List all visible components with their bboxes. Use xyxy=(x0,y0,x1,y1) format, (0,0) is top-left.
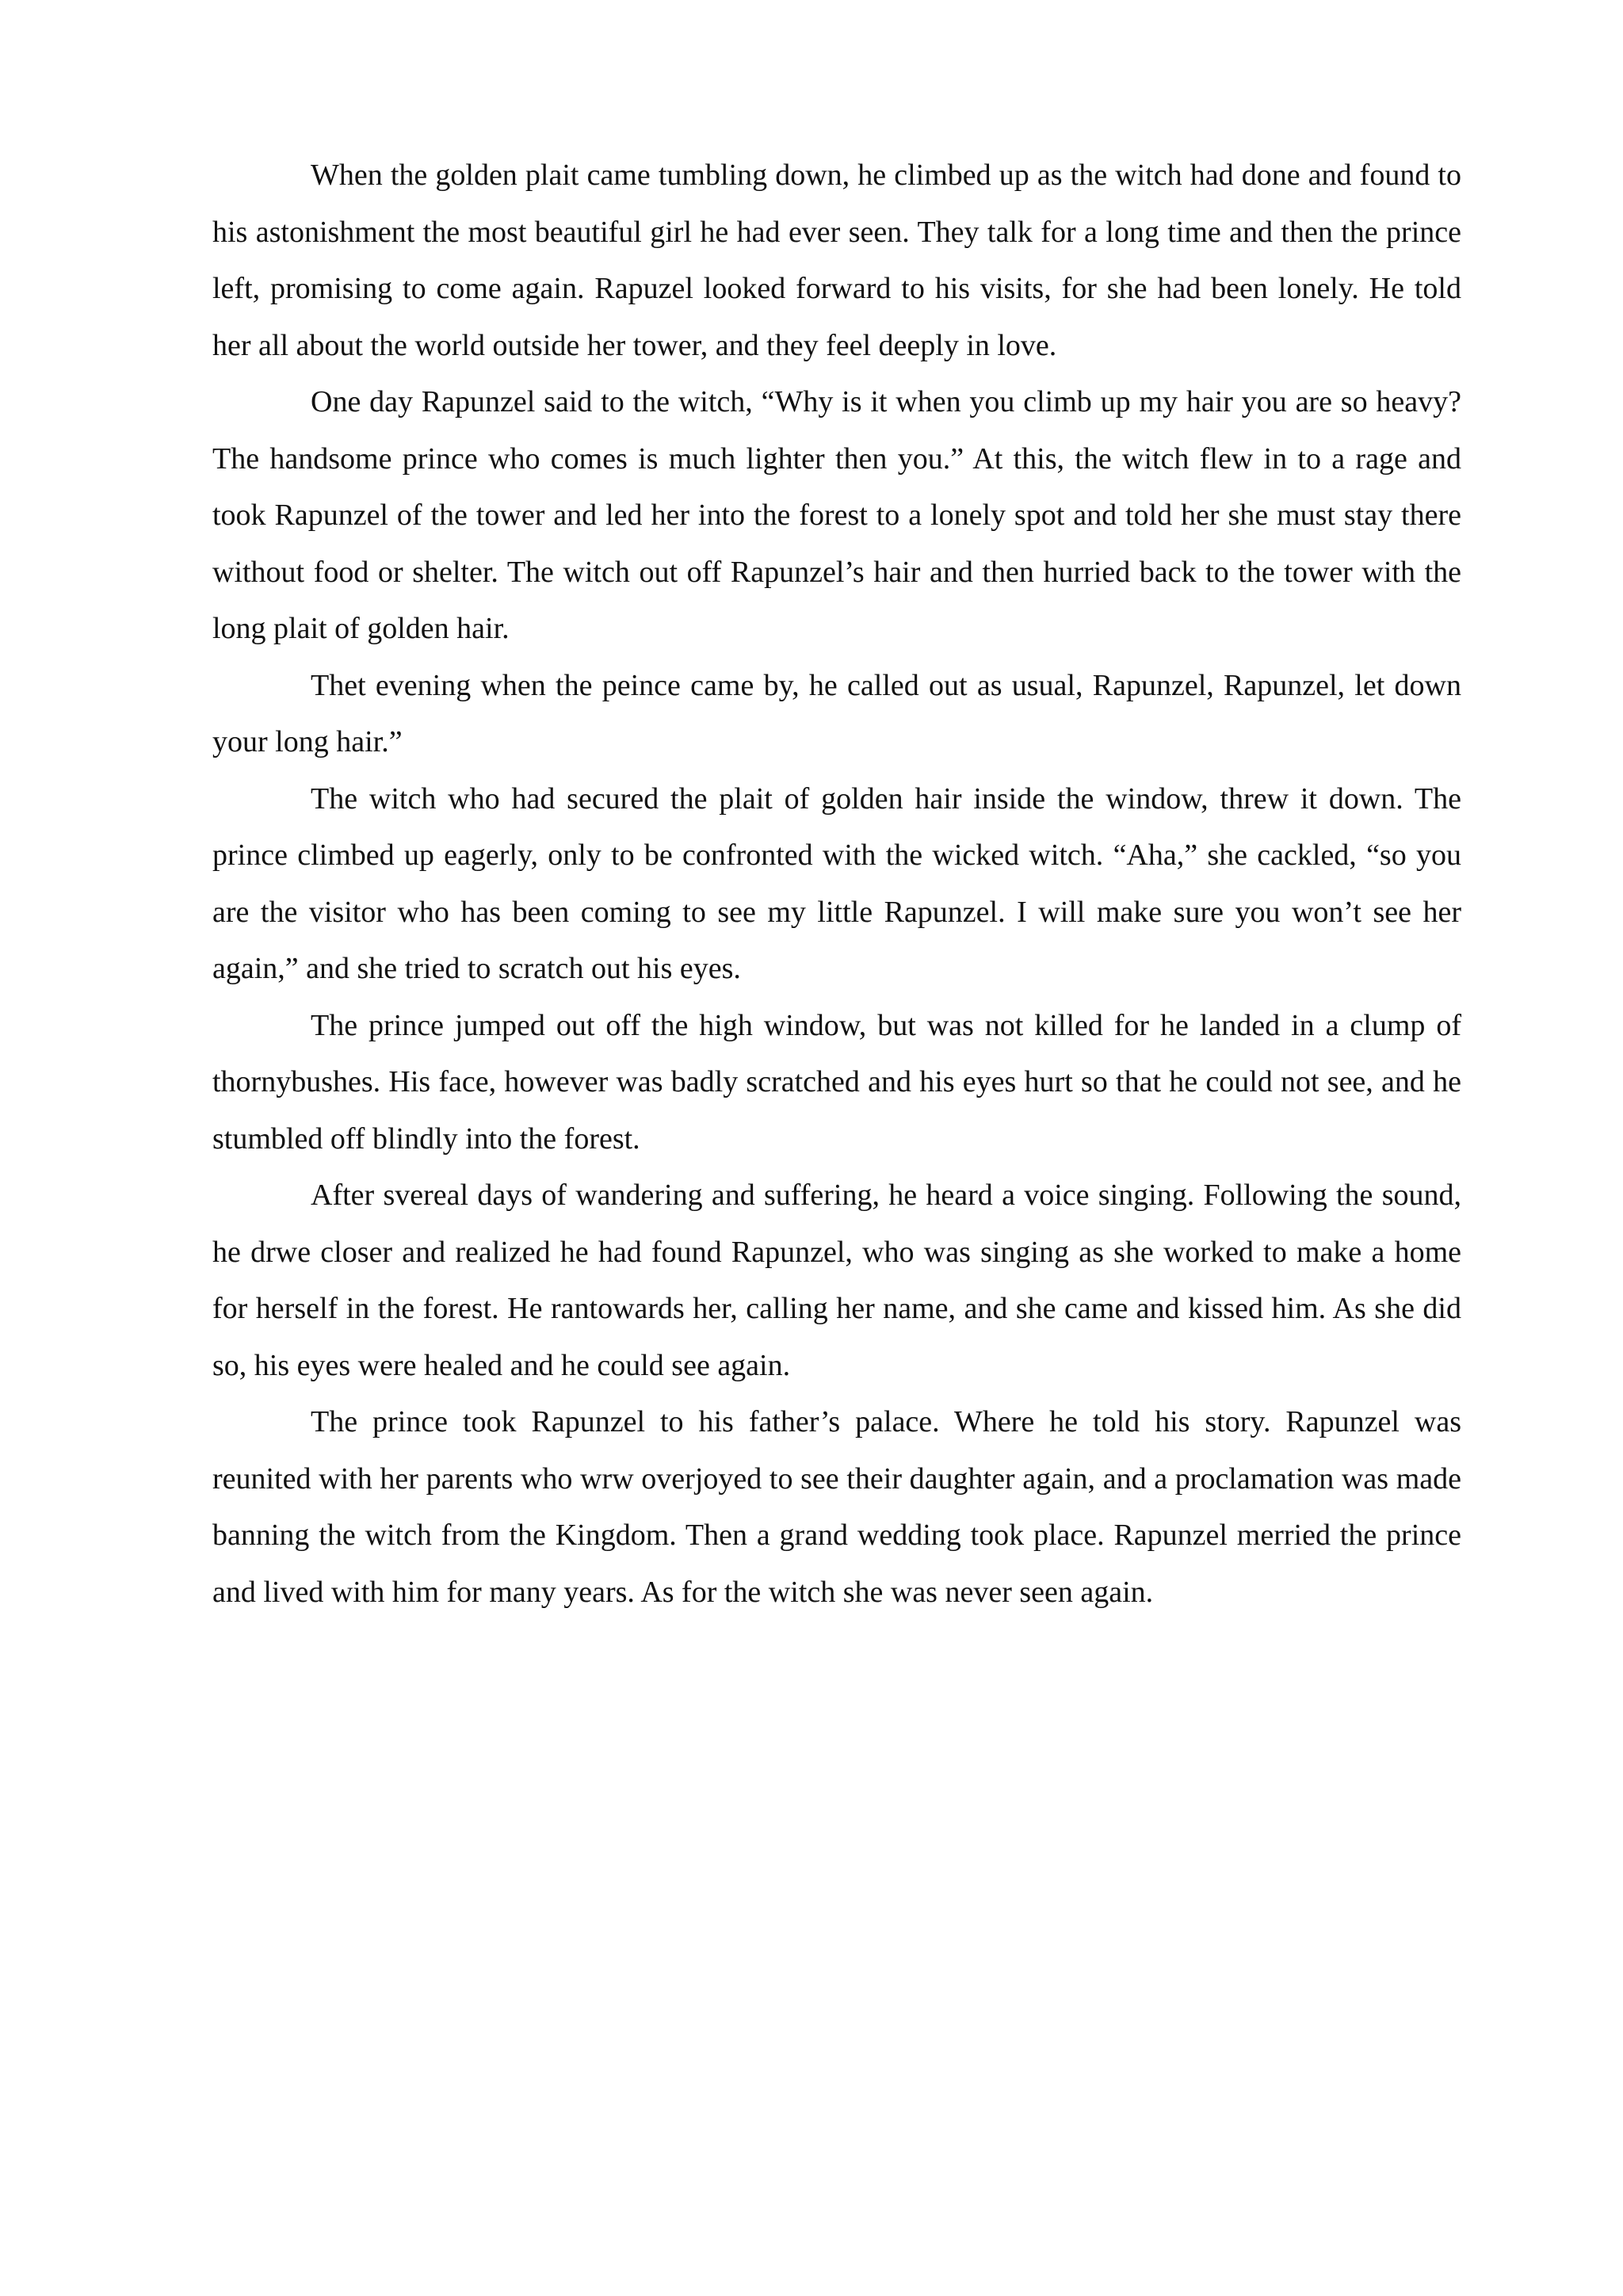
paragraph-5: The prince jumped out off the high window, but was not killed for he landed in a clump of thornybushes. His face, however was badly scratched and his eyes hurt so that he could not see, and he stumbled off blindly into the forest. xyxy=(212,1008,1461,1156)
paragraph-3: Thet evening when the peince came by, he called out as usual, Rapunzel, Rapunzel, let down your long hair.” xyxy=(212,668,1461,758)
paragraph-1: When the golden plait came tumbling down, he climbed up as the witch had done and found to his astonishment the most beautiful girl he had ever seen. They talk for a long time and then the prince left, promising to come again. Rapuzel looked forward to his visits, for she had been lonely. He told her all about the world outside her tower, and they feel deeply in love. xyxy=(212,159,1461,362)
story-text xyxy=(212,147,1461,1621)
paragraph-2: One day Rapunzel said to the witch, “Why is it when you climb up my hair you are so heavy? The handsome prince who comes is much lighter then you.” At this, the witch flew in to a rage and took Rapunzel of the tower and led her into the forest to a lonely spot and told her she must stay there without food or shelter. The witch out off Rapunzel’s hair and then hurried back to the tower with the long plait of golden hair. xyxy=(212,385,1461,645)
paragraph-7: The prince took Rapunzel to his father’s palace. Where he told his story. Rapunzel was reunited with her parents who wrw overjoyed to see their daughter again, and a proclamation was made banning the witch from the Kingdom. Then a grand wedding took place. Rapunzel merried the prince and lived with him for many years. As for the witch she was never seen again. xyxy=(212,1405,1461,1609)
paragraph-4: The witch who had secured the plait of golden hair inside the window, threw it down. The prince climbed up eagerly, only to be confronted with the wicked witch. “Aha,” she cackled, “so you are the visitor who has been coming to see my little Rapunzel. I will make sure you won’t see her again,” and she tried to scratch out his eyes. xyxy=(212,781,1461,985)
paragraph-6: After svereal days of wandering and suffering, he heard a voice singing. Following the sound, he drwe closer and realized he had found Rapunzel, who was singing as she worked to make a home for herself in the forest. He rantowards her, calling her name, and she came and kissed him. As she did so, his eyes were healed and he could see again. xyxy=(212,1179,1461,1382)
